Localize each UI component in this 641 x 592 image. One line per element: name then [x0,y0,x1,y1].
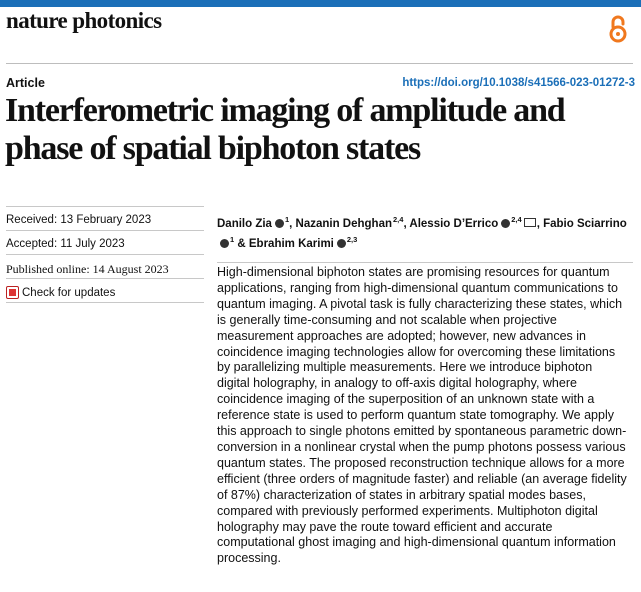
orcid-icon[interactable] [220,239,229,248]
check-for-updates-icon [6,286,19,299]
meta-divider [6,230,204,231]
open-access-icon [608,15,628,43]
orcid-icon[interactable] [501,219,510,228]
author-affiliation: 2,4 [393,215,404,224]
received-date: Received: 13 February 2023 [6,214,152,226]
author-name[interactable]: Fabio Sciarrino [543,217,627,230]
abstract-text: High-dimensional biphoton states are promising resources for quantum applications, ranging from high-dimensional quantum communications to quantum imaging. A pivotal task is fully characterizing these states, which is generally time-consuming and not scalable when projective measurement approaches are adopted; however, new advances in coincidence imaging technologies allow for overcoming these limitations by parallelizing multiple measurements. Here we introduce biphoton digital holography, in analogy to off-axis digital holography, where coincidence imaging of the superposition of an unknown state with a reference state is used to perform quantum state tomography. We apply this approach to single photons emitted by spontaneous parametric down-conversion in a nonlinear crystal when the pump photons possess various quantum states. The proposed reconstruction technique allows for a more efficient (three orders of magnitude faster) and reliable (an average fidelity of 87%) characterization of states in arbitrary spatial modes bases, compared with previously performed experiments. Multiphoton digital holography may pave the route toward efficient and accurate computational ghost imaging and high-dimensional quantum information processing. [217,265,627,566]
abstract-divider [217,262,633,263]
check-for-updates-button[interactable] [6,286,201,299]
author-separator: , [289,217,296,230]
meta-divider [6,254,204,255]
meta-divider [6,302,204,303]
journal-name[interactable]: nature photonics [6,8,162,33]
author-list [217,212,635,252]
article-title: Interferometric imaging of amplitude and phase of spatial biphoton states [5,92,565,167]
email-icon[interactable] [524,218,536,227]
author-affiliation: 1 [284,215,290,224]
meta-divider [6,278,204,279]
article-type-label: Article [6,76,45,90]
check-for-updates-label: Check for updates [22,286,116,299]
meta-divider [6,206,204,207]
orcid-icon[interactable] [275,219,284,228]
author-name[interactable]: Danilo Zia [217,217,272,230]
author-separator: , [403,217,410,230]
author-name[interactable]: Alessio D’Errico [409,217,499,230]
author-separator: , [536,217,544,230]
author-affiliation: 2,4 [511,215,522,224]
doi-link[interactable]: https://doi.org/10.1038/s41566-023-01272-3 [402,77,635,89]
top-accent-bar [0,0,641,7]
author-affiliation: 2,3 [346,234,358,244]
published-date: Published online: 14 August 2023 [6,262,169,276]
header-divider [6,63,633,64]
author-affiliation: 1 [230,234,235,244]
accepted-date: Accepted: 11 July 2023 [6,238,125,250]
author-name[interactable]: Ebrahim Karimi [248,237,334,250]
author-name[interactable]: Nazanin Dehghan [295,217,392,230]
orcid-icon[interactable] [337,239,346,248]
author-separator: & [234,237,249,250]
